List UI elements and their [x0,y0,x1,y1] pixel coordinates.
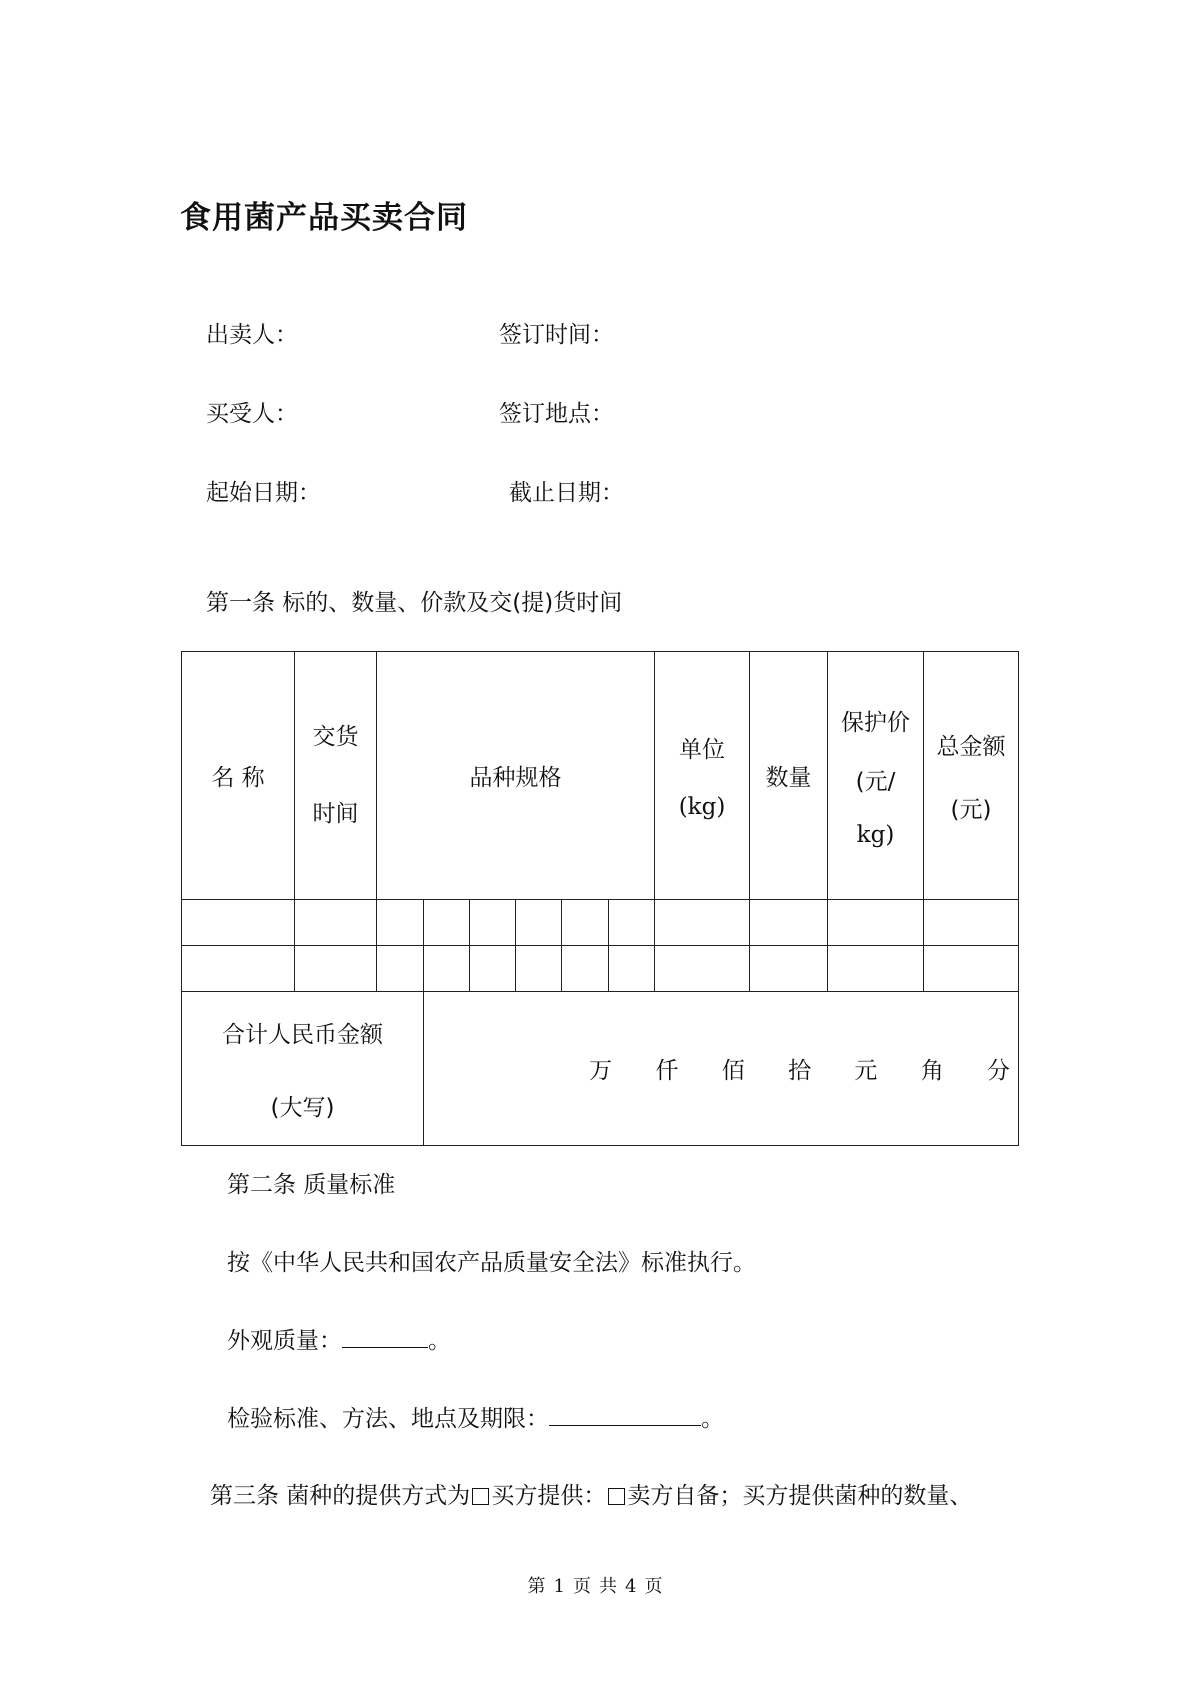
header-variety-spec: 品种规格 [377,652,655,900]
seller-provides-label: 卖方自备；买方提供菌种的数量、 [627,1483,973,1509]
table-cell[interactable] [924,946,1019,992]
table-cell[interactable] [609,946,655,992]
article-1-heading: 第一条 标的、数量、价款及交(提)货时间 [206,590,623,616]
header-protected-price: 保护价 (元/ kg) [828,652,924,900]
period-mark: 。 [701,1406,724,1432]
buyer-provides-label: 买方提供： [491,1483,607,1509]
article-2-heading: 第二条 质量标准 [227,1172,396,1198]
seller-label: 出卖人： [206,322,298,348]
table-cell[interactable] [562,946,609,992]
footer-text: 共 [599,1576,617,1597]
footer-text: 第 [527,1576,546,1597]
page-total: 4 [625,1576,637,1597]
header-quantity: 数量 [750,652,828,900]
unit-shi: 拾 [788,1058,812,1084]
table-cell[interactable] [182,946,295,992]
article-3-line [210,1477,972,1510]
header-delivery-time: 交货 时间 [295,652,377,900]
table-cell[interactable] [750,946,828,992]
table-cell[interactable] [750,900,828,946]
goods-table [181,651,1019,1146]
footer-text: 页 [644,1576,663,1597]
document-title: 食用菌产品买卖合同 [180,200,468,236]
unit-wan: 万 [589,1058,613,1084]
table-total-row [182,992,1019,1146]
total-rmb-amount[interactable] [424,992,1019,1146]
appearance-quality-label: 外观质量： [227,1328,342,1354]
appearance-quality-line [227,1322,451,1355]
table-cell[interactable] [182,900,295,946]
unit-qian: 仟 [655,1058,679,1084]
table-cell[interactable] [470,946,516,992]
page-footer [0,1572,1190,1598]
unit-fen: 分 [987,1058,1010,1084]
total-rmb-label: 合计人民币金额 (大写) [182,992,424,1146]
table-row [182,946,1019,992]
table-cell[interactable] [424,900,470,946]
period-mark: 。 [428,1328,451,1354]
table-cell[interactable] [655,946,750,992]
table-cell[interactable] [295,946,377,992]
table-cell[interactable] [828,946,924,992]
footer-text: 页 [573,1576,591,1597]
inspection-line [227,1400,724,1433]
unit-bai: 佰 [721,1058,745,1084]
table-cell[interactable] [295,900,377,946]
appearance-quality-blank[interactable] [342,1327,428,1348]
header-unit: 单位 (kg) [655,652,750,900]
table-cell[interactable] [655,900,750,946]
start-date-label: 起始日期： [206,480,321,506]
page-number: 1 [553,1576,565,1597]
table-cell[interactable] [377,900,424,946]
inspection-label: 检验标准、方法、地点及期限： [227,1406,549,1432]
table-header-row [182,652,1019,900]
checkbox-seller-provides[interactable] [608,1488,625,1505]
sign-place-label: 签订地点： [499,401,614,427]
unit-yuan: 元 [854,1058,878,1084]
table-cell[interactable] [424,946,470,992]
header-total-amount: 总金额 (元) [924,652,1019,900]
table-cell[interactable] [516,946,562,992]
table-cell[interactable] [924,900,1019,946]
table-row [182,900,1019,946]
end-date-label: 截止日期： [509,480,624,506]
table-cell[interactable] [516,900,562,946]
unit-jiao: 角 [920,1058,944,1084]
header-name: 名 称 [182,652,295,900]
article-3-heading: 第三条 菌种的提供方式为 [210,1483,471,1509]
checkbox-buyer-provides[interactable] [472,1488,489,1505]
table-cell[interactable] [828,900,924,946]
sign-time-label: 签订时间： [499,322,614,348]
table-cell[interactable] [609,900,655,946]
buyer-label: 买受人： [206,401,298,427]
table-cell[interactable] [562,900,609,946]
table-cell[interactable] [470,900,516,946]
quality-standard-text: 按《中华人民共和国农产品质量安全法》标准执行。 [227,1250,756,1276]
table-cell[interactable] [377,946,424,992]
inspection-blank[interactable] [549,1405,701,1426]
